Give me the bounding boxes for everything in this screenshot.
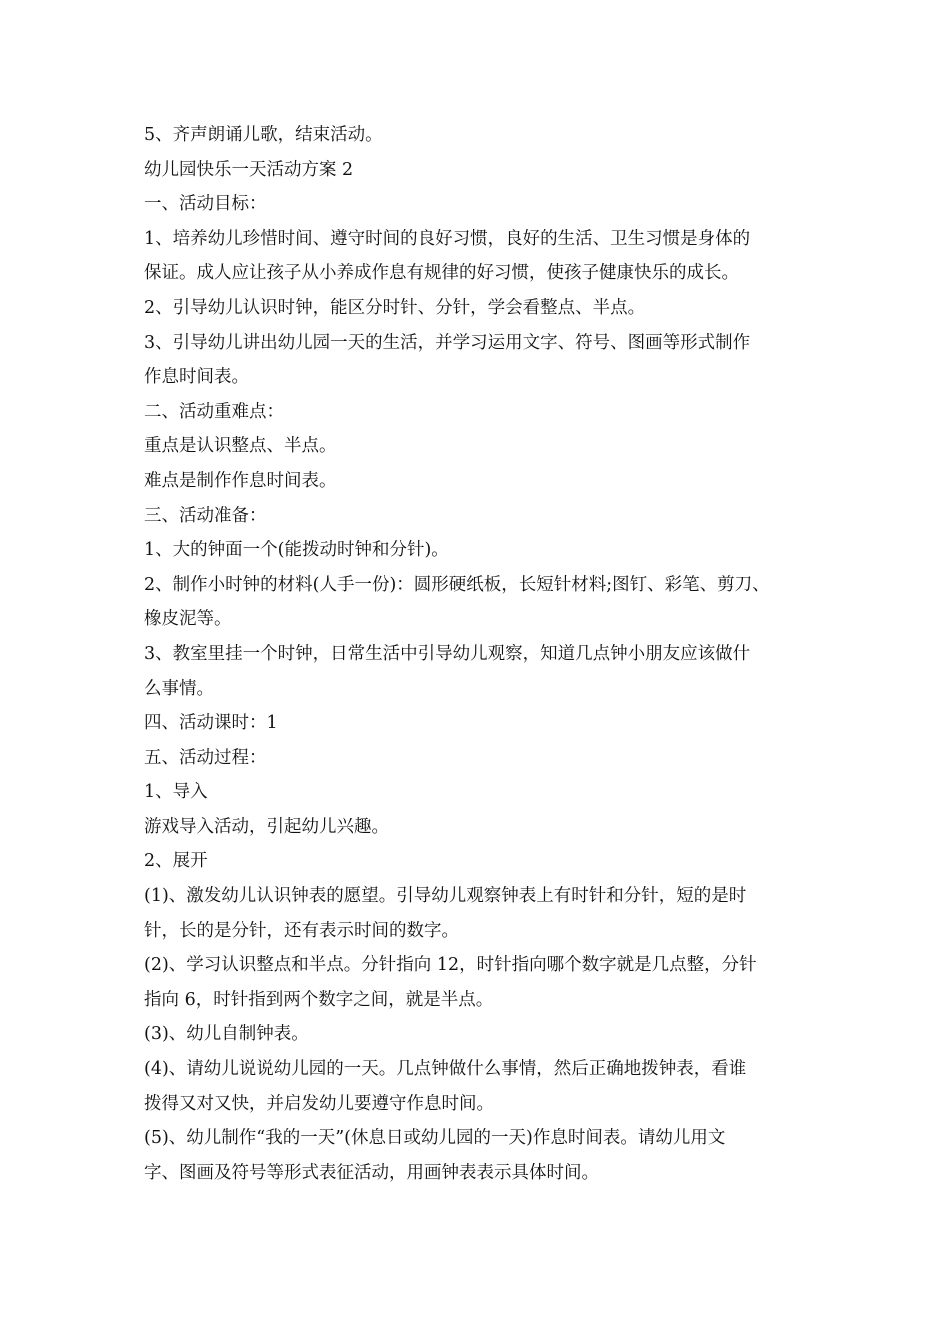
section-heading: 一、活动目标：	[144, 194, 267, 215]
section-heading: 二、活动重难点：	[144, 401, 284, 422]
section-heading: 四、活动课时：1	[144, 713, 278, 734]
section-heading: 五、活动过程：	[144, 747, 267, 768]
text-line: 3、引导幼儿讲出幼儿园一天的生活，并学习运用文字、符号、图画等形式制作	[144, 332, 751, 353]
text-line: 字、图画及符号等形式表征活动，用画钟表表示具体时间。	[144, 1162, 599, 1183]
document-body	[144, 118, 834, 1190]
text-line: (3)、幼儿自制钟表。	[144, 1024, 309, 1045]
text-line: 2、展开	[144, 851, 208, 872]
text-line: 拨得又对又快，并启发幼儿要遵守作息时间。	[144, 1093, 494, 1114]
text-line: 保证。成人应让孩子从小养成作息有规律的好习惯，使孩子健康快乐的成长。	[144, 263, 739, 284]
text-line: 1、培养幼儿珍惜时间、遵守时间的良好习惯，良好的生活、卫生习惯是身体的	[144, 228, 751, 249]
text-line: 游戏导入活动，引起幼儿兴趣。	[144, 816, 389, 837]
text-line: 橡皮泥等。	[144, 609, 232, 630]
text-line: 2、制作小时钟的材料(人手一份)：圆形硬纸板，长短针材料;图钉、彩笔、剪刀、	[144, 574, 770, 595]
text-line: 2、引导幼儿认识时钟，能区分时针、分针，学会看整点、半点。	[144, 297, 646, 318]
text-line: 针，长的是分针，还有表示时间的数字。	[144, 920, 459, 941]
text-line: 5、齐声朗诵儿歌，结束活动。	[144, 125, 383, 145]
text-line: 3、教室里挂一个时钟，日常生活中引导幼儿观察，知道几点钟小朋友应该做什	[144, 643, 751, 664]
text-line: (5)、幼儿制作“我的一天”(休息日或幼儿园的一天)作息时间表。请幼儿用文	[144, 1128, 726, 1149]
text-line: 难点是制作作息时间表。	[144, 470, 337, 491]
section-heading: 三、活动准备：	[144, 505, 267, 526]
text-line: (2)、学习认识整点和半点。分针指向 12，时针指向哪个数字就是几点整，分针	[144, 955, 757, 976]
text-line: 1、大的钟面一个(能拨动时钟和分针)。	[144, 540, 449, 561]
section-title: 幼儿园快乐一天活动方案 2	[144, 159, 354, 180]
text-line: (4)、请幼儿说说幼儿园的一天。几点钟做什么事情，然后正确地拨钟表，看谁	[144, 1059, 747, 1080]
text-line: 作息时间表。	[144, 367, 249, 388]
text-line: (1)、激发幼儿认识钟表的愿望。引导幼儿观察钟表上有时针和分针，短的是时	[144, 886, 747, 907]
text-line: 么事情。	[144, 678, 214, 699]
text-line: 1、导入	[144, 782, 208, 803]
text-line: 重点是认识整点、半点。	[144, 436, 337, 457]
text-line: 指向 6，时针指到两个数字之间，就是半点。	[144, 989, 494, 1010]
